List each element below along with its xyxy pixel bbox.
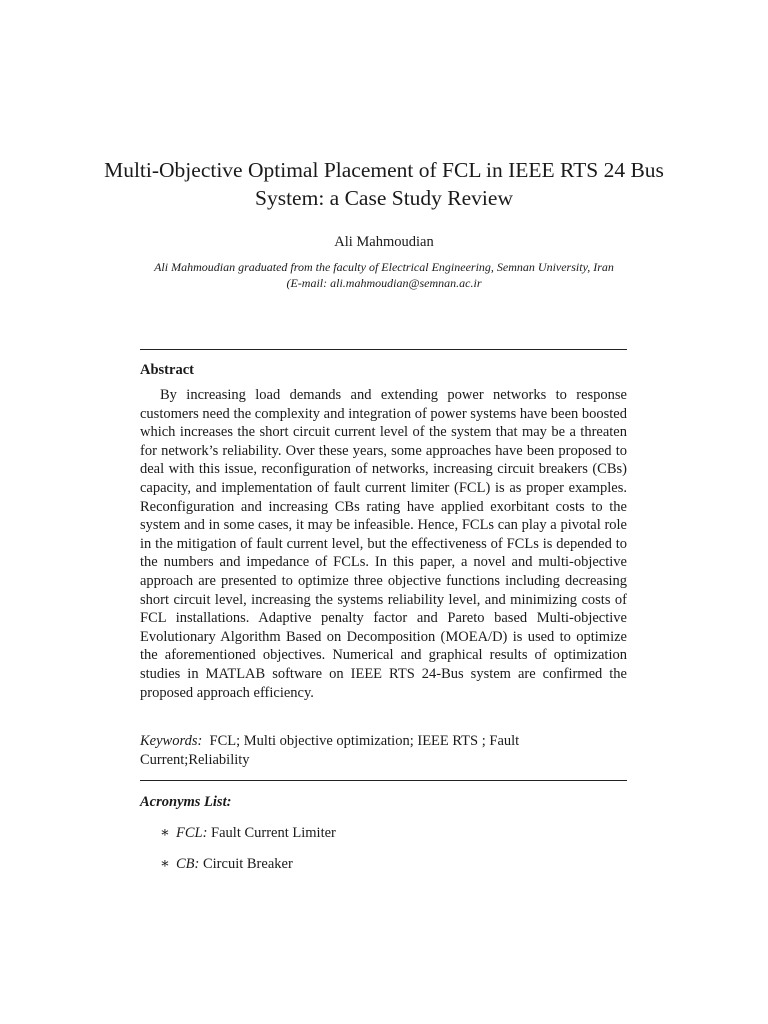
acronym-expansion: Circuit Breaker: [202, 856, 293, 872]
keywords: [140, 732, 627, 769]
acronyms-heading: Acronyms List:: [140, 794, 232, 810]
acronym-abbr: FCL:: [176, 825, 208, 841]
acronym-list: [160, 824, 336, 886]
abstract-top-rule: [140, 349, 627, 350]
acronym-expansion: Fault Current Limiter: [211, 825, 336, 841]
author-affiliation: Ali Mahmoudian graduated from the faculty of Electrical Engineering, Semnan University, Iran (E-mail: ali.mahmoudian@semnan.ac.ir: [154, 260, 614, 290]
acronym-item: [160, 824, 336, 842]
acronym-item: [160, 855, 336, 873]
bullet-icon: ∗: [160, 856, 170, 872]
keywords-label: Keywords:: [140, 733, 203, 749]
abstract-heading: Abstract: [140, 362, 194, 378]
abstract-body: By increasing load demands and extending power networks to response customers need the complexity and integration of power systems have been boosted which increases the short circuit current level of the system that may be a threaten for network’s reliability. Over these years, some approaches have been proposed to deal with this issue, reconfiguration of networks, increasing circuit breakers (CBs) capacity, and implementation of fault current limiter (FCL) is as proper examples. Reconfiguration and increasing CBs rating have applied exorbitant costs to the system and in some cases, it may be infeasible. Hence, FCLs can play a pivotal role in the mitigation of fault current level, but the effectiveness of FCLs is depended to the numbers and impedance of FCLs. In this paper, a novel and multi-objective approach are presented to optimize three objective functions including decreasing short circuit level, increasing the systems reliability level, and minimizing costs of FCL installations. Adaptive penalty factor and Pareto based Multi-objective Evolutionary Algorithm Based on Decomposition (MOEA/D) is used to optimize the aforementioned objectives. Numerical and graphical results of optimization studies in MATLAB software on IEEE RTS 24-Bus system are confirmed the proposed approach efficiency.: [140, 387, 627, 701]
acronym-abbr: CB:: [176, 856, 200, 872]
abstract-bottom-rule: [140, 780, 627, 781]
bullet-icon: ∗: [160, 825, 170, 841]
keywords-text: FCL; Multi objective optimization; IEEE RTS ; Fault Current;Reliability: [140, 733, 520, 768]
author-name: Ali Mahmoudian: [334, 234, 434, 250]
paper-title: Multi-Objective Optimal Placement of FCL in IEEE RTS 24 Bus System: a Case Study Review: [104, 158, 664, 210]
